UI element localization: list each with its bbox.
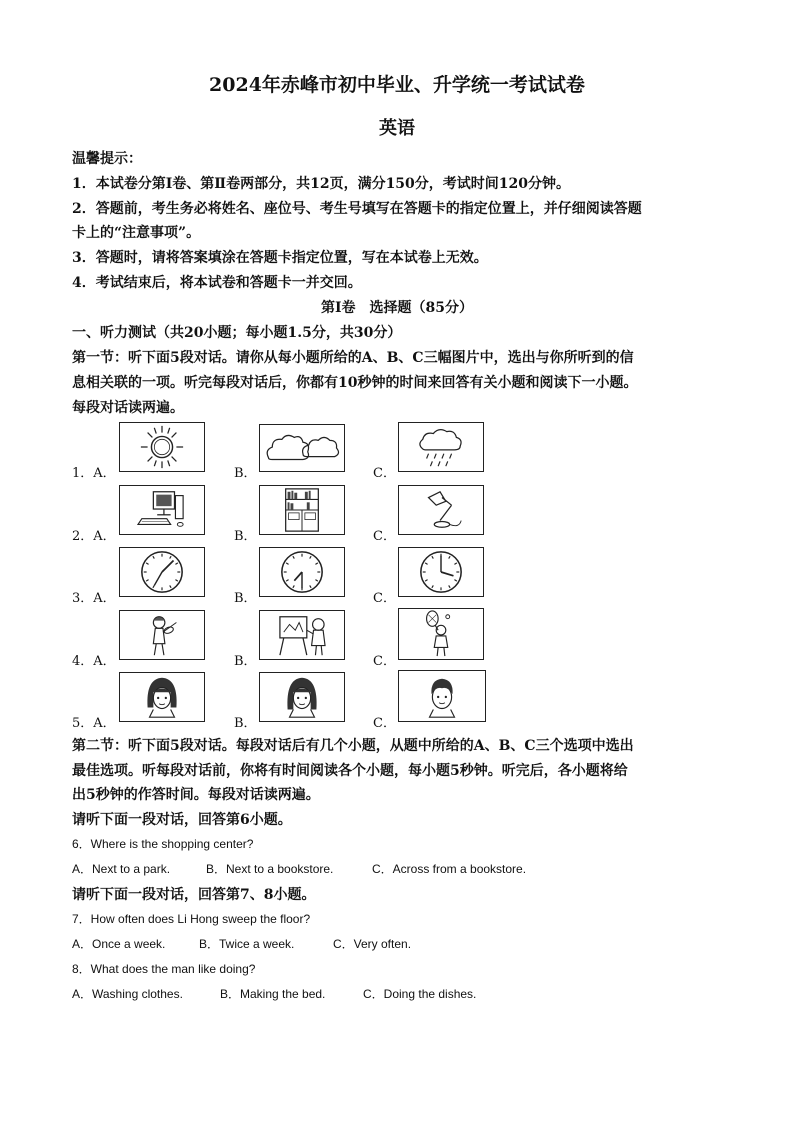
clock-icon [260, 548, 344, 596]
q8-option-b: B．Making the bed. [220, 987, 326, 1001]
q3-label-a: 3．A． [72, 591, 116, 606]
q1-picture-c [398, 422, 484, 472]
sun-icon [120, 423, 204, 471]
q8-option-c: C．Doing the dishes. [363, 987, 477, 1001]
listening-section-title: 一、听力测试（共20小题；每小题1.5分，共30分） [72, 325, 402, 341]
desk-lamp-icon [399, 486, 483, 534]
question-7: 7．How often does Li Hong sweep the floor? [72, 912, 311, 926]
q2-label-c: C． [373, 529, 396, 544]
q4-picture-a [119, 610, 205, 660]
q1-label-a: 1．A． [72, 466, 116, 481]
clouds-icon [260, 425, 344, 471]
sub1-instruction-2: 息相关联的一项。听完每段对话后，你都有10秒钟的时间来回答有关小题和阅读下一小题。 [72, 375, 638, 391]
sub1-instruction-3: 每段对话读两遍。 [72, 400, 184, 416]
sub1-instruction-1: 第一节：听下面5段对话。请你从每小题所给的A、B、C三幅图片中，选出与你所听到的信 [72, 350, 634, 366]
notice-item-3: 3．答题时，请将答案填涂在答题卡指定位置，写在本试卷上无效。 [72, 250, 488, 266]
q7-option-c: C．Very often. [333, 937, 412, 951]
q8-option-a: A．Washing clothes. [72, 987, 183, 1001]
boy-violin-icon [120, 611, 204, 659]
q2-picture-c [398, 485, 484, 535]
sub2-instruction-1: 第二节：听下面5段对话。每段对话后有几个小题，从题中所给的A、B、C三个选项中选出 [72, 738, 634, 754]
q4-label-c: C． [373, 654, 396, 669]
q5-label-c: C． [373, 716, 396, 731]
q2-picture-a [119, 485, 205, 535]
bookcase-icon [260, 486, 344, 534]
tennis-player-icon [399, 609, 483, 659]
q3-picture-b [259, 547, 345, 597]
painting-easel-icon [260, 611, 344, 659]
q5-label-b: B． [234, 716, 257, 731]
q7-option-b: B．Twice a week. [199, 937, 295, 951]
q5-picture-a [119, 672, 205, 722]
dialog-1-instruction: 请听下面一段对话，回答第6小题。 [72, 812, 292, 828]
q2-label-b: B． [234, 529, 257, 544]
q7-option-a: A．Once a week. [72, 937, 166, 951]
boy-face-icon [399, 671, 485, 721]
girl-face-icon [260, 673, 344, 721]
q3-picture-a [119, 547, 205, 597]
q2-label-a: 2．A． [72, 529, 116, 544]
rain-cloud-icon [399, 423, 483, 471]
computer-icon [120, 486, 204, 534]
notice-item-2: 2．答题前，考生务必将姓名、座位号、考生号填写在答题卡的指定位置上，并仔细阅读答题 [72, 201, 642, 217]
question-8: 8．What does the man like doing? [72, 962, 256, 976]
q1-picture-b [259, 424, 345, 472]
clock-icon [399, 548, 483, 596]
q6-option-a: A．Next to a park. [72, 862, 171, 876]
q3-label-b: B． [234, 591, 257, 606]
q1-label-b: B． [234, 466, 257, 481]
subject-title: 英语 [379, 118, 415, 139]
exam-title: 2024年赤峰市初中毕业、升学统一考试试卷 [209, 74, 585, 96]
part1-title: 第Ⅰ卷 选择题（85分） [320, 300, 474, 316]
q4-label-a: 4．A． [72, 654, 116, 669]
q6-option-b: B．Next to a bookstore. [206, 862, 334, 876]
dialog-2-instruction: 请听下面一段对话，回答第7、8小题。 [72, 887, 316, 903]
q5-picture-c [398, 670, 486, 722]
q4-picture-b [259, 610, 345, 660]
notice-item-1: 1．本试卷分第Ⅰ卷、第Ⅱ卷两部分，共12页，满分150分，考试时间120分钟。 [72, 176, 571, 192]
q5-label-a: 5．A． [72, 716, 116, 731]
notice-heading: 温馨提示： [72, 151, 142, 167]
question-6: 6．Where is the shopping center? [72, 837, 254, 851]
q5-picture-b [259, 672, 345, 722]
q4-label-b: B． [234, 654, 257, 669]
sub2-instruction-3: 出5秒钟的作答时间。每段对话读两遍。 [72, 787, 320, 803]
q3-label-c: C． [373, 591, 396, 606]
q2-picture-b [259, 485, 345, 535]
q6-option-c: C．Across from a bookstore. [372, 862, 527, 876]
q3-picture-c [398, 547, 484, 597]
sub2-instruction-2: 最佳选项。听每段对话前，你将有时间阅读各个小题，每小题5秒钟。听完后，各小题将给 [72, 763, 628, 779]
notice-item-2-cont: 卡上的“注意事项”。 [72, 225, 201, 241]
notice-item-4: 4．考试结束后，将本试卷和答题卡一并交回。 [72, 275, 362, 291]
q1-picture-a [119, 422, 205, 472]
q4-picture-c [398, 608, 484, 660]
q1-label-c: C． [373, 466, 396, 481]
girl-face-icon [120, 673, 204, 721]
clock-icon [120, 548, 204, 596]
